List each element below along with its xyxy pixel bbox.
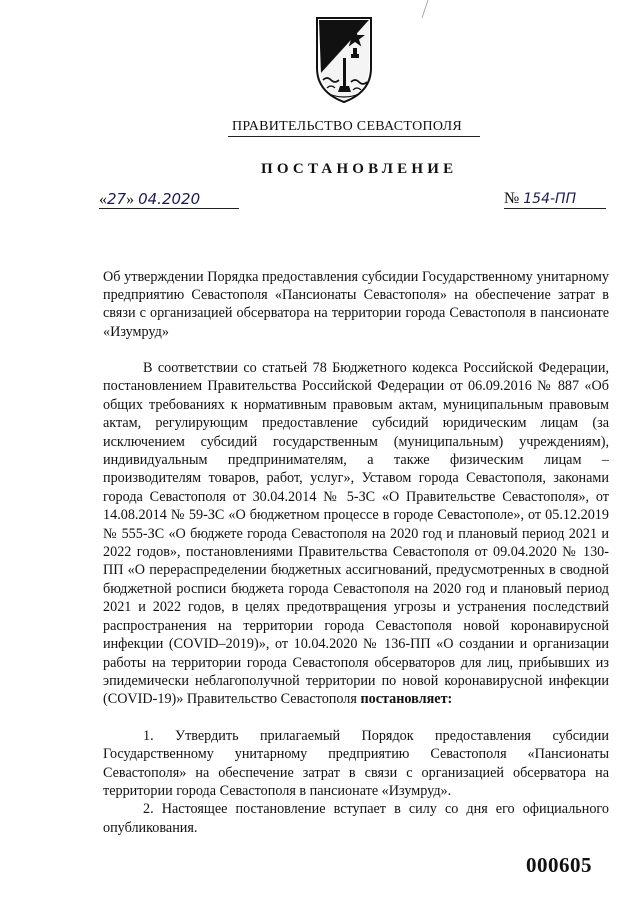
government-title: ПРАВИТЕЛЬСТВО СЕВАСТОПОЛЯ xyxy=(232,119,463,134)
number-value: 154-ПП xyxy=(523,191,577,207)
document-body xyxy=(103,359,609,837)
sevastopol-coat-of-arms-icon xyxy=(313,14,375,106)
document-number xyxy=(504,190,606,209)
resolves-word: постановляет: xyxy=(360,691,453,708)
item-1-paragraph: 1. Утвердить прилагаемый Порядок предоставления субсидии Государственному унитарному предприятию Севастополя «Пансионаты Севастополя» на обеспечение затрат в связи с организацией обсерватора на территории города Севастополя в пансионате «Изумруд». xyxy=(103,727,609,799)
preamble-text: В соответствии со статьей 78 Бюджетного кодекса Российской Федерации, постановлением Правительства Российской Федерации от 06.09.2016 № 887 «Об общих требованиях к нормативным правовым актам, муниципальным правовым актам, регулирующим предоставление субсидий юридическим лицам (за исключением субсидий государственным (муниципальным) учреждениям), индивидуальным предпринимателям, а также физическим лицам – производителям товаров, работ, услуг», Уставом города Севастополя, законами города Севастополя от 30.04.2014 № 5-ЗС «О Правительстве Севастополя», от 14.08.2014 № 59-ЗС «О бюджетном процессе в городе Севастополе», от 05.12.2019 № 555-ЗС «О бюджете города Севастополя на 2020 год и плановый период 2021 и 2022 годов», постановлениями Правительства Севастополя от 09.04.2020 № 130-ПП «О перераспределении бюджетных ассигнований, предусмотренных в сводной бюджетной росписи бюджета города Севастополя на 2020 год и плановый период 2021 и 2022 годов, в целях предотвращения угрозы и устранения последствий распространения на территории города Севастополя новой коронавирусной инфекции (COVID–2019)», от 10.04.2020 № 136-ПП «О создании и организации работы на территории города Севастополя обсерваторов для лиц, прибывших из эпидемически неблагополучной территории по новой коронавирусной инфекции (COVID-19)» Правительство Севастополя xyxy=(103,360,609,708)
item-2-paragraph: 2. Настоящее постановление вступает в силу со дня его официального опубликования. xyxy=(103,801,609,836)
document-type: ПОСТАНОВЛЕНИЕ xyxy=(261,161,458,177)
date-month-year: 04.2020 xyxy=(138,190,201,208)
document-subject: Об утверждении Порядка предоставления субсидии Государственному унитарному предприятию Севастополя «Пансионаты Севастополя» на обеспечение затрат в связи с организацией обсерватора на территории города Севастополя в пансионате «Изумруд» xyxy=(103,269,609,340)
date-open-quote: « xyxy=(99,191,107,208)
preamble-paragraph xyxy=(103,359,609,709)
number-sign: № xyxy=(504,190,520,207)
date-day: 27 xyxy=(107,190,127,208)
date-close-quote: » xyxy=(126,191,135,208)
scan-mark xyxy=(418,0,430,18)
title-underline xyxy=(228,136,480,137)
document-date xyxy=(99,190,239,209)
serial-number: 000605 xyxy=(526,853,592,877)
